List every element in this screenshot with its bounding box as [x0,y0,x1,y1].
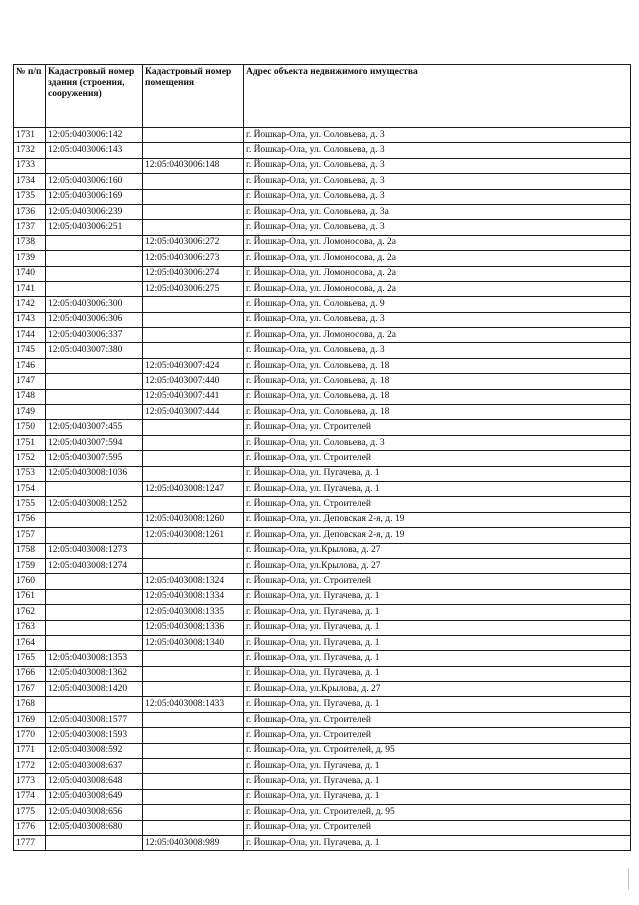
premises-cadastral-number [143,143,244,158]
object-address: г. Йошкар-Ола, ул. Строителей [244,574,631,589]
object-address: г. Йошкар-Ола, ул. Соловьева, д. 3 [244,312,631,327]
row-number: 1739 [14,251,46,266]
premises-cadastral-number [143,297,244,312]
table-row [14,682,631,697]
table-row [14,666,631,681]
row-number: 1735 [14,189,46,204]
object-address: г. Йошкар-Ола, ул. Строителей [244,820,631,835]
building-cadastral-number [46,620,143,635]
row-number: 1737 [14,220,46,235]
building-cadastral-number [46,389,143,404]
object-address: г. Йошкар-Ола, ул. Пугачева, д. 1 [244,759,631,774]
row-number: 1734 [14,174,46,189]
table-row [14,435,631,450]
row-number: 1752 [14,451,46,466]
premises-cadastral-number [143,435,244,450]
object-address: г. Йошкар-Ола, ул. Ломоносова, д. 2а [244,251,631,266]
object-address: г. Йошкар-Ола, ул. Пугачева, д. 1 [244,697,631,712]
premises-cadastral-number [143,343,244,358]
table-row [14,497,631,512]
object-address: г. Йошкар-Ола, ул. Соловьева, д. 9 [244,297,631,312]
row-number: 1751 [14,435,46,450]
table-row [14,174,631,189]
premises-cadastral-number [143,712,244,727]
row-number: 1754 [14,481,46,496]
object-address: г. Йошкар-Ола, ул. Соловьева, д. 18 [244,405,631,420]
table-row [14,405,631,420]
row-number: 1768 [14,697,46,712]
object-address: г. Йошкар-Ола, ул. Ломоносова, д. 2а [244,235,631,250]
object-address: г. Йошкар-Ола, ул. Пугачева, д. 1 [244,635,631,650]
building-cadastral-number: 12:05:0403006:337 [46,328,143,343]
table-row [14,235,631,250]
premises-cadastral-number [143,682,244,697]
header-building-cadastral: Кадастровый номер здания (строения, сооружения) [46,65,143,128]
row-number: 1755 [14,497,46,512]
row-number: 1732 [14,143,46,158]
header-num: № п/п [14,65,46,128]
object-address: г. Йошкар-Ола, ул. Пугачева, д. 1 [244,466,631,481]
row-number: 1744 [14,328,46,343]
premises-cadastral-number: 12:05:0403008:1247 [143,481,244,496]
premises-cadastral-number: 12:05:0403008:1336 [143,620,244,635]
row-number: 1764 [14,635,46,650]
row-number: 1745 [14,343,46,358]
table-row [14,635,631,650]
building-cadastral-number [46,281,143,296]
premises-cadastral-number: 12:05:0403007:440 [143,374,244,389]
premises-cadastral-number [143,466,244,481]
object-address: г. Йошкар-Ола, ул. Пугачева, д. 1 [244,651,631,666]
building-cadastral-number: 12:05:0403008:637 [46,759,143,774]
premises-cadastral-number [143,328,244,343]
building-cadastral-number [46,374,143,389]
premises-cadastral-number [143,759,244,774]
building-cadastral-number [46,235,143,250]
premises-cadastral-number [143,789,244,804]
row-number: 1773 [14,774,46,789]
table-row [14,543,631,558]
building-cadastral-number: 12:05:0403008:1353 [46,651,143,666]
building-cadastral-number: 12:05:0403008:1273 [46,543,143,558]
row-number: 1746 [14,358,46,373]
building-cadastral-number: 12:05:0403008:648 [46,774,143,789]
premises-cadastral-number: 12:05:0403007:444 [143,405,244,420]
table-row [14,389,631,404]
row-number: 1770 [14,728,46,743]
object-address: г. Йошкар-Ола, ул. Строителей [244,451,631,466]
row-number: 1748 [14,389,46,404]
building-cadastral-number [46,158,143,173]
object-address: г. Йошкар-Ола, ул. Пугачева, д. 1 [244,605,631,620]
table-row [14,128,631,143]
table-row [14,574,631,589]
table-row [14,266,631,281]
table-row [14,759,631,774]
building-cadastral-number [46,635,143,650]
table-row [14,743,631,758]
building-cadastral-number: 12:05:0403007:455 [46,420,143,435]
header-premises-cadastral: Кадастровый номер помещения [143,65,244,128]
object-address: г. Йошкар-Ола, ул. Строителей, д. 95 [244,743,631,758]
row-number: 1758 [14,543,46,558]
table-row [14,251,631,266]
object-address: г. Йошкар-Ола, ул. Соловьева, д. 3 [244,174,631,189]
object-address: г. Йошкар-Ола, ул. Ломоносова, д. 2а [244,266,631,281]
premises-cadastral-number [143,128,244,143]
premises-cadastral-number [143,174,244,189]
object-address: г. Йошкар-Ола, ул. Соловьева, д. 3 [244,158,631,173]
table-row [14,712,631,727]
premises-cadastral-number [143,728,244,743]
table-row [14,728,631,743]
object-address: г. Йошкар-Ола, ул. Ломоносова, д. 2а [244,328,631,343]
building-cadastral-number: 12:05:0403006:251 [46,220,143,235]
table-row [14,820,631,835]
table-body [14,128,631,851]
building-cadastral-number [46,512,143,527]
table-row [14,651,631,666]
building-cadastral-number [46,835,143,850]
table-row [14,605,631,620]
table-row [14,774,631,789]
object-address: г. Йошкар-Ола, ул. Ломоносова, д. 2а [244,281,631,296]
building-cadastral-number: 12:05:0403008:1362 [46,666,143,681]
building-cadastral-number [46,266,143,281]
table-row [14,204,631,219]
object-address: г. Йошкар-Ола, ул. Пугачева, д. 1 [244,774,631,789]
row-number: 1765 [14,651,46,666]
premises-cadastral-number: 12:05:0403008:1340 [143,635,244,650]
row-number: 1763 [14,620,46,635]
building-cadastral-number: 12:05:0403008:1274 [46,558,143,573]
object-address: г. Йошкар-Ола, ул. Соловьева, д. 18 [244,358,631,373]
premises-cadastral-number [143,805,244,820]
object-address: г. Йошкар-Ола, ул. Строителей [244,728,631,743]
premises-cadastral-number: 12:05:0403008:1334 [143,589,244,604]
row-number: 1774 [14,789,46,804]
building-cadastral-number: 12:05:0403007:595 [46,451,143,466]
object-address: г. Йошкар-Ола, ул. Пугачева, д. 1 [244,666,631,681]
premises-cadastral-number: 12:05:0403008:1260 [143,512,244,527]
row-number: 1761 [14,589,46,604]
row-number: 1749 [14,405,46,420]
table-row [14,189,631,204]
building-cadastral-number: 12:05:0403008:656 [46,805,143,820]
object-address: г. Йошкар-Ола, ул. Пугачева, д. 1 [244,589,631,604]
building-cadastral-number: 12:05:0403008:1593 [46,728,143,743]
premises-cadastral-number [143,220,244,235]
premises-cadastral-number: 12:05:0403008:989 [143,835,244,850]
table-row [14,620,631,635]
row-number: 1759 [14,558,46,573]
building-cadastral-number [46,358,143,373]
row-number: 1760 [14,574,46,589]
object-address: г. Йошкар-Ола, ул. Пугачева, д. 1 [244,620,631,635]
building-cadastral-number: 12:05:0403008:1036 [46,466,143,481]
table-row [14,512,631,527]
building-cadastral-number: 12:05:0403006:239 [46,204,143,219]
table-row [14,789,631,804]
premises-cadastral-number: 12:05:0403008:1433 [143,697,244,712]
row-number: 1766 [14,666,46,681]
row-number: 1769 [14,712,46,727]
premises-cadastral-number: 12:05:0403008:1324 [143,574,244,589]
building-cadastral-number: 12:05:0403006:143 [46,143,143,158]
building-cadastral-number: 12:05:0403008:649 [46,789,143,804]
table-row [14,358,631,373]
row-number: 1775 [14,805,46,820]
row-number: 1772 [14,759,46,774]
object-address: г. Йошкар-Ола, ул. Соловьева, д. 18 [244,374,631,389]
row-number: 1747 [14,374,46,389]
row-number: 1777 [14,835,46,850]
building-cadastral-number [46,697,143,712]
row-number: 1771 [14,743,46,758]
table-row [14,589,631,604]
row-number: 1756 [14,512,46,527]
table-row [14,374,631,389]
row-number: 1731 [14,128,46,143]
row-number: 1738 [14,235,46,250]
header-row [14,65,631,128]
object-address: г. Йошкар-Ола, ул. Деповская 2-я, д. 19 [244,512,631,527]
building-cadastral-number [46,481,143,496]
premises-cadastral-number: 12:05:0403006:274 [143,266,244,281]
scan-artifact [628,868,629,890]
premises-cadastral-number: 12:05:0403006:272 [143,235,244,250]
object-address: г. Йошкар-Ола, ул. Соловьева, д. 3 [244,143,631,158]
object-address: г. Йошкар-Ола, ул. Соловьева, д. 3 [244,343,631,358]
object-address: г. Йошкар-Ола, ул.Крылова, д. 27 [244,558,631,573]
table-row [14,281,631,296]
building-cadastral-number [46,574,143,589]
building-cadastral-number: 12:05:0403008:592 [46,743,143,758]
table-row [14,328,631,343]
object-address: г. Йошкар-Ола, ул. Строителей [244,497,631,512]
building-cadastral-number [46,405,143,420]
premises-cadastral-number [143,774,244,789]
row-number: 1740 [14,266,46,281]
building-cadastral-number: 12:05:0403008:680 [46,820,143,835]
premises-cadastral-number [143,204,244,219]
row-number: 1743 [14,312,46,327]
building-cadastral-number: 12:05:0403006:306 [46,312,143,327]
row-number: 1742 [14,297,46,312]
building-cadastral-number: 12:05:0403008:1420 [46,682,143,697]
building-cadastral-number [46,589,143,604]
premises-cadastral-number [143,743,244,758]
row-number: 1736 [14,204,46,219]
premises-cadastral-number [143,497,244,512]
object-address: г. Йошкар-Ола, ул. Пугачева, д. 1 [244,789,631,804]
premises-cadastral-number: 12:05:0403006:275 [143,281,244,296]
row-number: 1776 [14,820,46,835]
object-address: г. Йошкар-Ола, ул. Строителей, д. 95 [244,805,631,820]
premises-cadastral-number [143,820,244,835]
table-row [14,558,631,573]
table-row [14,158,631,173]
object-address: г. Йошкар-Ола, ул. Пугачева, д. 1 [244,481,631,496]
object-address: г. Йошкар-Ола, ул. Строителей [244,712,631,727]
table-row [14,143,631,158]
premises-cadastral-number [143,558,244,573]
object-address: г. Йошкар-Ола, ул. Соловьева, д. 3а [244,204,631,219]
premises-cadastral-number [143,312,244,327]
table-row [14,481,631,496]
header-address: Адрес объекта недвижимого имущества [244,65,631,128]
building-cadastral-number [46,605,143,620]
premises-cadastral-number: 12:05:0403008:1335 [143,605,244,620]
row-number: 1767 [14,682,46,697]
premises-cadastral-number: 12:05:0403008:1261 [143,528,244,543]
row-number: 1753 [14,466,46,481]
object-address: г. Йошкар-Ола, ул.Крылова, д. 27 [244,543,631,558]
premises-cadastral-number: 12:05:0403007:441 [143,389,244,404]
object-address: г. Йошкар-Ола, ул. Соловьева, д. 3 [244,220,631,235]
table-row [14,343,631,358]
row-number: 1750 [14,420,46,435]
premises-cadastral-number [143,451,244,466]
table-row [14,466,631,481]
building-cadastral-number: 12:05:0403008:1577 [46,712,143,727]
table-row [14,835,631,850]
building-cadastral-number [46,528,143,543]
building-cadastral-number: 12:05:0403006:160 [46,174,143,189]
premises-cadastral-number: 12:05:0403006:273 [143,251,244,266]
table-row [14,451,631,466]
registry-table [13,64,631,851]
object-address: г. Йошкар-Ола, ул.Крылова, д. 27 [244,682,631,697]
object-address: г. Йошкар-Ола, ул. Соловьева, д. 3 [244,189,631,204]
object-address: г. Йошкар-Ола, ул. Деповская 2-я, д. 19 [244,528,631,543]
premises-cadastral-number [143,420,244,435]
premises-cadastral-number: 12:05:0403006:148 [143,158,244,173]
table-row [14,220,631,235]
building-cadastral-number: 12:05:0403006:300 [46,297,143,312]
building-cadastral-number: 12:05:0403007:594 [46,435,143,450]
premises-cadastral-number [143,543,244,558]
table-row [14,528,631,543]
building-cadastral-number [46,251,143,266]
object-address: г. Йошкар-Ола, ул. Пугачева, д. 1 [244,835,631,850]
object-address: г. Йошкар-Ола, ул. Соловьева, д. 18 [244,389,631,404]
object-address: г. Йошкар-Ола, ул. Строителей [244,420,631,435]
row-number: 1733 [14,158,46,173]
premises-cadastral-number [143,666,244,681]
row-number: 1762 [14,605,46,620]
premises-cadastral-number: 12:05:0403007:424 [143,358,244,373]
object-address: г. Йошкар-Ола, ул. Соловьева, д. 3 [244,435,631,450]
table-row [14,805,631,820]
table-header [14,65,631,128]
object-address: г. Йошкар-Ола, ул. Соловьева, д. 3 [244,128,631,143]
premises-cadastral-number [143,189,244,204]
building-cadastral-number: 12:05:0403006:169 [46,189,143,204]
building-cadastral-number: 12:05:0403006:142 [46,128,143,143]
table-row [14,420,631,435]
row-number: 1757 [14,528,46,543]
table-row [14,312,631,327]
premises-cadastral-number [143,651,244,666]
table-row [14,297,631,312]
row-number: 1741 [14,281,46,296]
building-cadastral-number: 12:05:0403007:380 [46,343,143,358]
building-cadastral-number: 12:05:0403008:1252 [46,497,143,512]
table-row [14,697,631,712]
